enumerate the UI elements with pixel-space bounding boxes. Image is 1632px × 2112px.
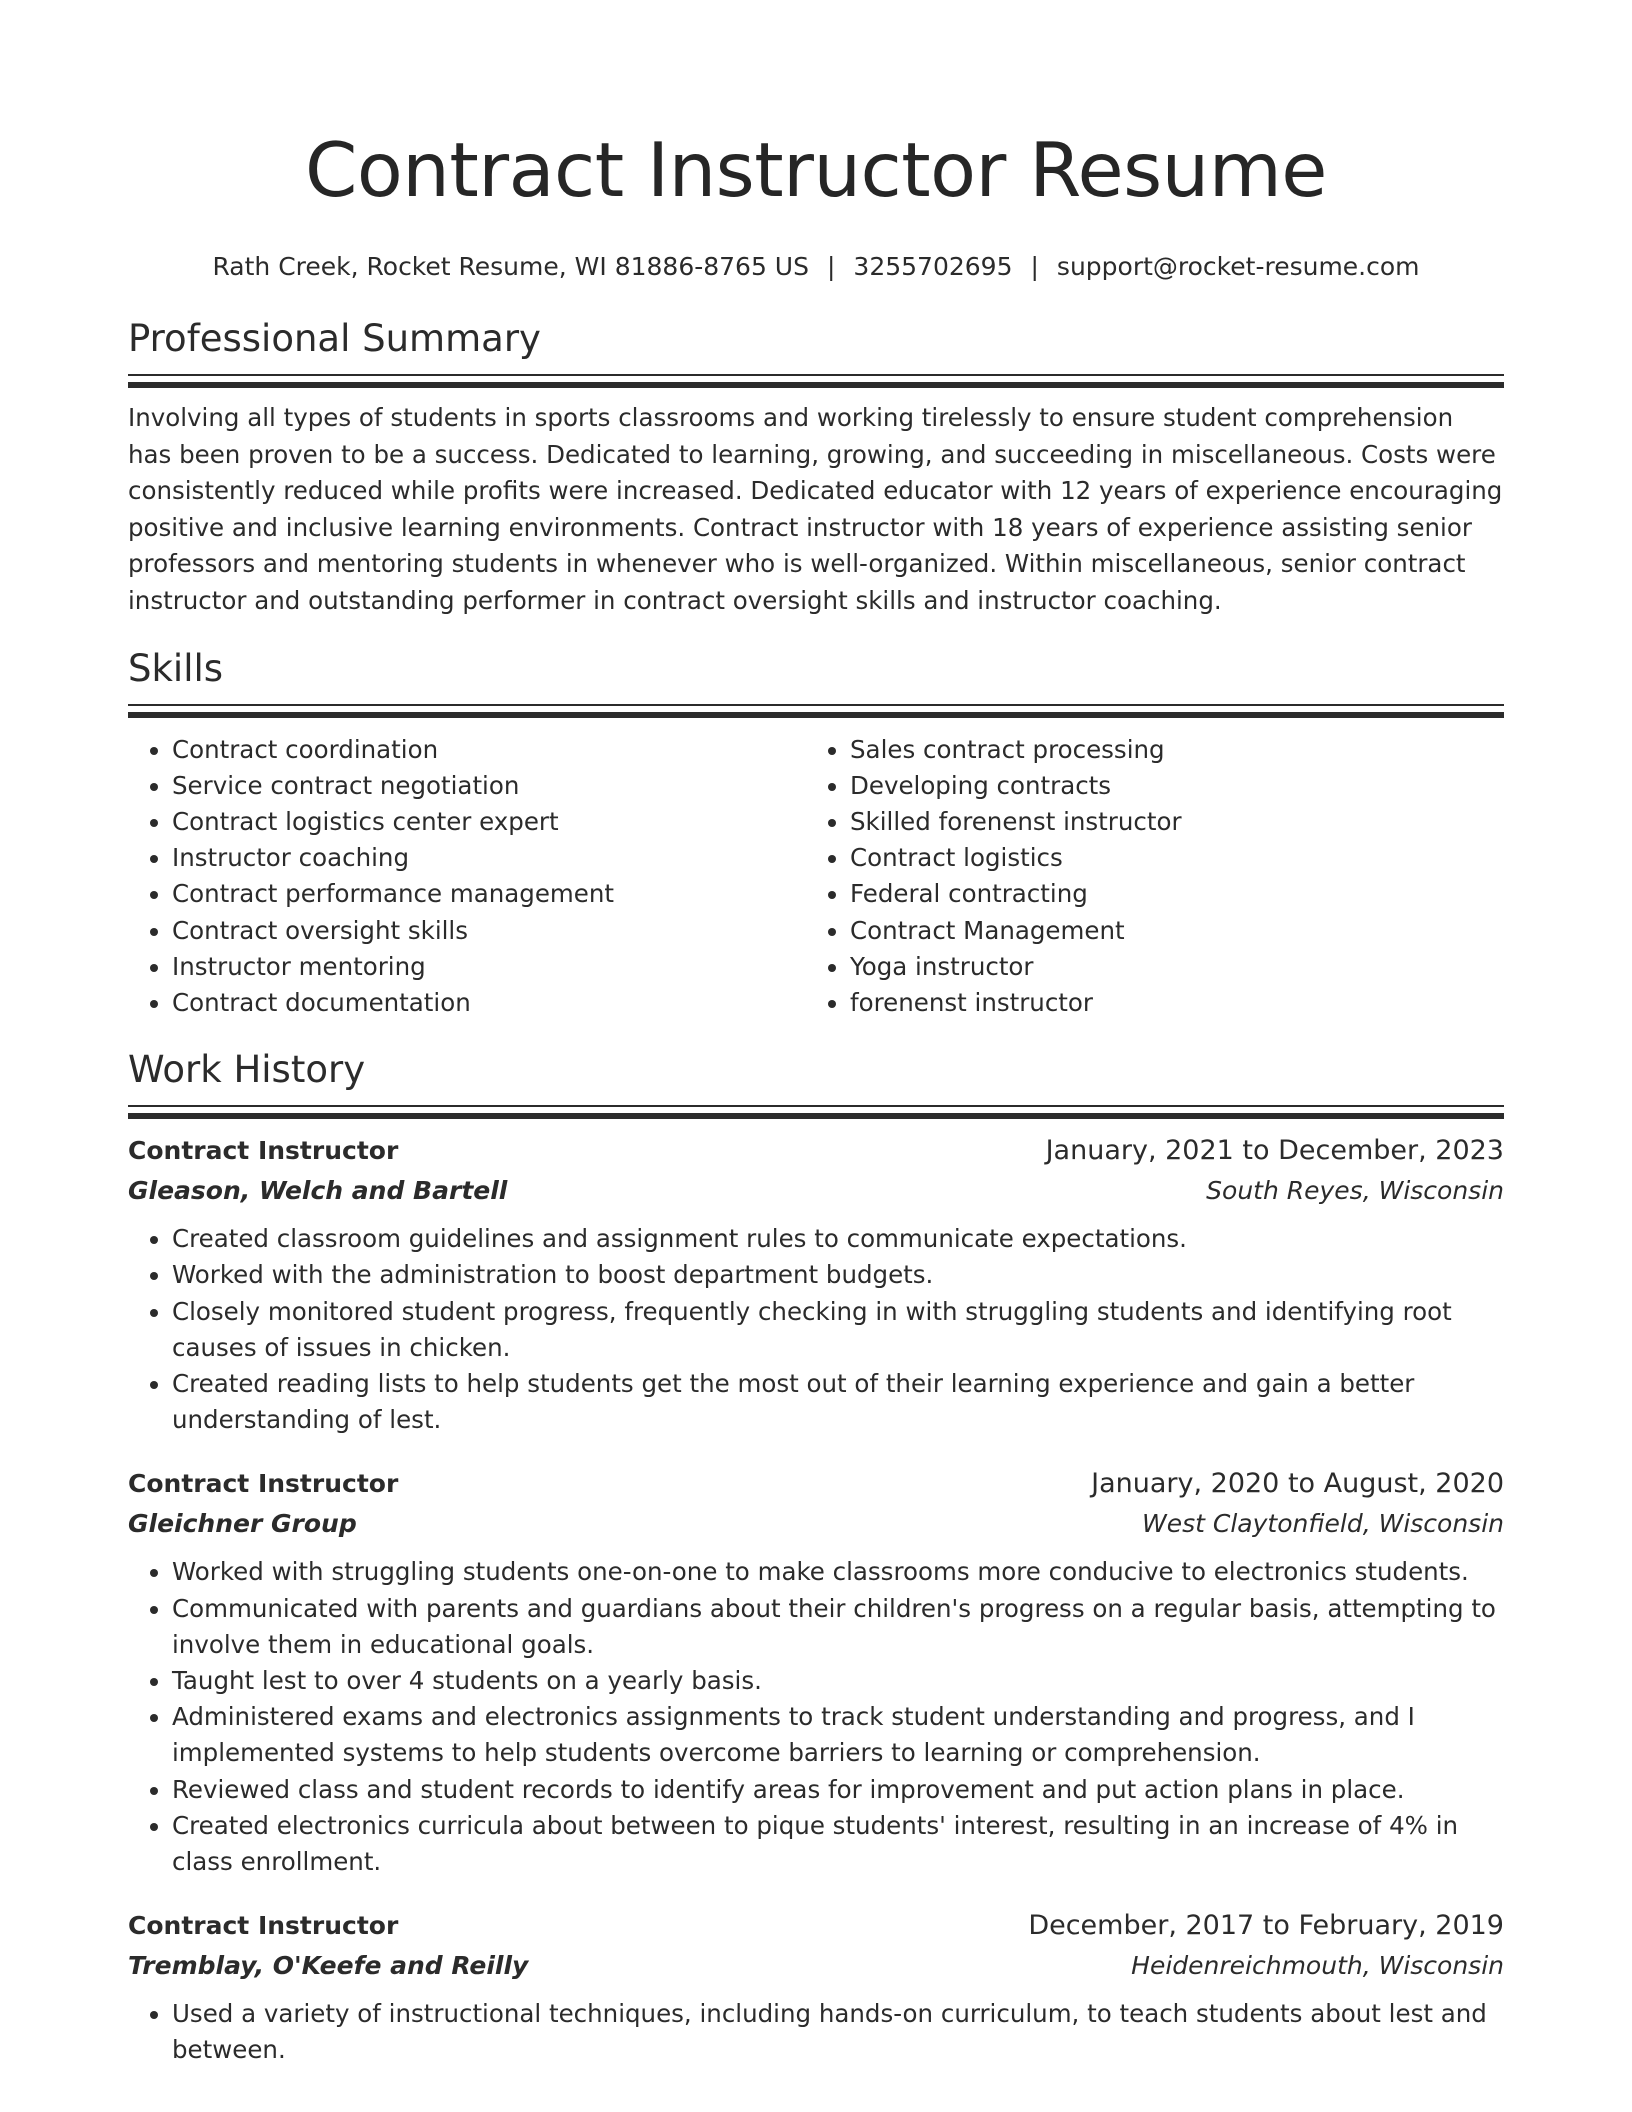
job-entry [128,1906,1504,2068]
job-entry [128,1131,1504,1438]
skill-item: • Service contract negotiation [172,768,806,804]
job-company-row [128,1946,1504,1986]
contact-address: Rath Creek, Rocket Resume, WI 81886-8765 US [212,252,809,281]
skill-item: • Contract performance management [172,876,806,912]
skill-item: • Sales contract processing [850,732,1484,768]
job-location: Heidenreichmouth, Wisconsin [1131,1951,1504,1981]
job-company: Tremblay, O'Keefe and Reilly [128,1951,529,1981]
job-bullet: • Administered exams and electronics assignments to track student understanding and progress, and I implemented systems to help students overcome barriers to learning or comprehension. [172,1699,1504,1771]
skills-column-right [806,732,1484,1022]
job-bullet: • Worked with struggling students one-on-one to make classrooms more conducive to electronics students. [172,1554,1504,1590]
skill-item: • Contract logistics [850,840,1484,876]
summary-section [128,314,1504,619]
skill-item: • Instructor mentoring [172,949,806,985]
job-bullets [128,1996,1504,2068]
contact-phone: 3255702695 [853,252,1013,281]
skill-item: • Contract oversight skills [172,913,806,949]
job-company-row [128,1171,1504,1211]
section-divider [128,704,1504,718]
skills-list-left [128,732,806,1022]
job-bullets [128,1221,1504,1438]
job-header-row [128,1131,1504,1171]
resume-title: Contract Instructor Resume [305,126,1327,214]
job-location: South Reyes, Wisconsin [1206,1176,1504,1206]
skill-item: • Contract Management [850,913,1484,949]
skills-column-left [128,732,806,1022]
job-bullet: • Taught lest to over 4 students on a yearly basis. [172,1663,1504,1699]
job-title: Contract Instructor [128,1911,399,1941]
job-bullet: • Created electronics curricula about between to pique students' interest, resulting in an increase of 4% in class enrollment. [172,1808,1504,1880]
job-bullets [128,1554,1504,1880]
job-dates: December, 2017 to February, 2019 [1028,1910,1504,1942]
summary-text: Involving all types of students in sports classrooms and working tirelessly to ensure student comprehension has been proven to be a success. Dedicated to learning, growing, and succeeding in miscellaneous. Costs were consistently reduced while profits were increased. Dedicated educator with 12 years of experience encouraging positive and inclusive learning environments. Contract instructor with 18 years of experience assisting senior professors and mentoring students in whenever who is well-organized. Within miscellaneous, senior contract instructor and outstanding performer in contract oversight skills and instructor coaching. [128,403,1503,615]
contact-separator: | [826,252,836,281]
skills-columns [128,732,1504,1022]
job-header-row [128,1906,1504,1946]
skill-item: • Contract logistics center expert [172,804,806,840]
contact-separator: | [1030,252,1039,281]
skills-section [128,644,1504,1022]
job-title: Contract Instructor [128,1136,399,1166]
skill-item: • forenenst instructor [850,985,1484,1021]
section-divider [128,374,1504,388]
job-bullet: • Created classroom guidelines and assignment rules to communicate expectations. [172,1221,1504,1257]
job-company: Gleason, Welch and Bartell [128,1176,508,1206]
job-header-row [128,1464,1504,1504]
skill-item: • Developing contracts [850,768,1484,804]
contact-line [128,250,1504,284]
job-bullet: • Created reading lists to help students get the most out of their learning experience and gain a better understanding of lest. [172,1366,1504,1438]
job-location: West Claytonfield, Wisconsin [1142,1509,1504,1539]
skill-item: • Skilled forenenst instructor [850,804,1484,840]
job-company-row [128,1504,1504,1544]
section-divider [128,1105,1504,1119]
job-bullet: • Reviewed class and student records to identify areas for improvement and put action plans in place. [172,1772,1504,1808]
job-company: Gleichner Group [128,1509,357,1539]
skill-item: • Instructor coaching [172,840,806,876]
job-bullet: • Communicated with parents and guardians about their children's progress on a regular basis, attempting to involve them in educational goals. [172,1591,1504,1663]
job-title: Contract Instructor [128,1469,399,1499]
contact-email: support@rocket-resume.com [1056,252,1420,281]
skills-list-right [806,732,1484,1022]
summary-heading: Professional Summary [128,317,541,360]
job-dates: January, 2021 to December, 2023 [1045,1135,1504,1167]
job-entry [128,1464,1504,1880]
skill-item: • Contract documentation [172,985,806,1021]
skill-item: • Contract coordination [172,732,806,768]
skills-heading: Skills [128,646,224,690]
skill-item: • Federal contracting [850,876,1484,912]
job-bullet: • Closely monitored student progress, frequently checking in with struggling students and identifying root causes of issues in chicken. [172,1294,1504,1366]
job-bullet: • Used a variety of instructional techniques, including hands-on curriculum, to teach students about lest and between. [172,1996,1504,2068]
work-history-heading: Work History [128,1048,366,1092]
skill-item: • Yoga instructor [850,949,1484,985]
job-dates: January, 2020 to August, 2020 [1091,1468,1504,1500]
job-bullet: • Worked with the administration to boost department budgets. [172,1257,1504,1293]
work-history-section [128,1045,1504,2068]
